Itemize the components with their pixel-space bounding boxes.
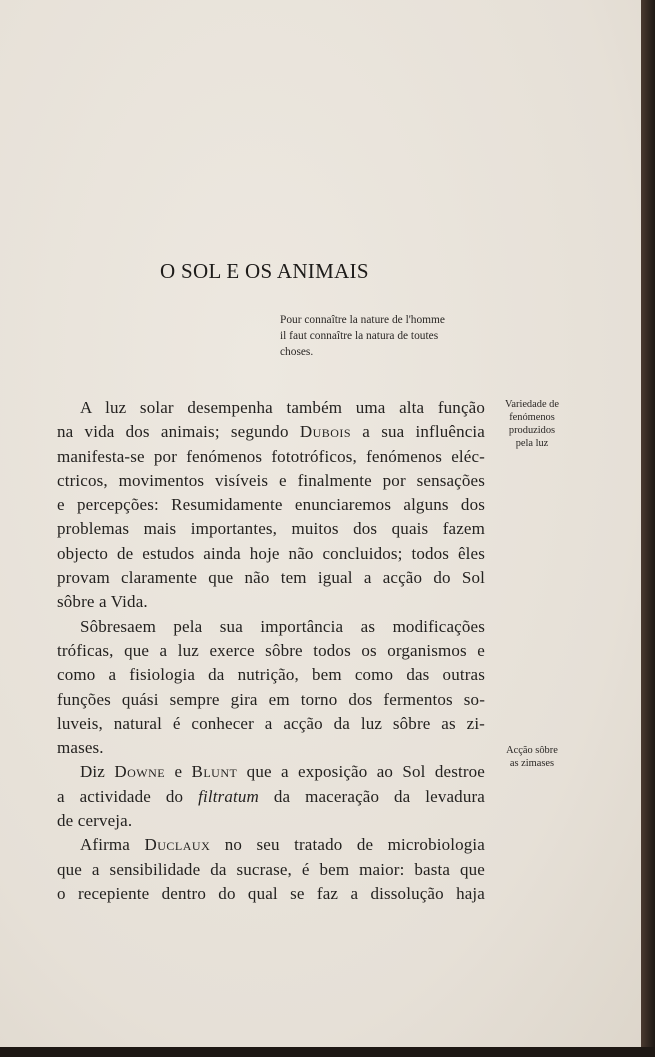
text-line: tróficas, que a luz exerce sôbre todos os organismos e <box>57 640 485 660</box>
text-line: Afirma Duclaux no seu tratado de microbiologia <box>80 835 485 855</box>
author-name: Blunt <box>191 762 238 782</box>
text-line: que a sensibilidade da sucrase, é bem maior: basta que <box>57 859 485 879</box>
epigraph-line: choses. <box>280 346 314 358</box>
text-line: provam claramente que não tem igual a acção do Sol <box>57 568 485 588</box>
body-text <box>57 396 485 906</box>
text-line: ctricos, movimentos visíveis e finalmente por sensações <box>57 470 485 490</box>
text-line: e percepções: Resumidamente enunciaremos alguns dos <box>57 495 485 515</box>
text-line: manifesta-se por fenómenos fototróficos, fenómenos eléc- <box>57 446 485 466</box>
chapter-title: O SOL E OS ANIMAIS <box>160 259 369 283</box>
page-bottom-edge <box>0 1047 655 1057</box>
text-line: Diz Downe e Blunt que a exposição ao Sol destroe <box>80 762 485 782</box>
text-line: Sôbresaem pela sua importância as modificações <box>80 616 485 636</box>
text-line: A luz solar desempenha também uma alta função <box>80 398 485 417</box>
epigraph <box>280 312 482 360</box>
author-name: Downe <box>114 762 166 782</box>
text-line: o recepiente dentro do qual se faz a dissolução haja <box>57 883 485 903</box>
text-line: mases. <box>57 738 104 758</box>
text-line: de cerveja. <box>57 811 133 831</box>
text-line: a actividade do filtratum da maceração da levadura <box>57 786 485 806</box>
margin-note-variedade: Variedade de fenómenos produzidos pela luz <box>505 399 559 449</box>
text-line: luveis, natural é conhecer a acção da luz sôbre as zi- <box>57 713 485 733</box>
epigraph-line: Pour connaître la nature de l'homme <box>280 314 445 326</box>
author-name: Duclaux <box>144 835 211 855</box>
text-line: sôbre a Vida. <box>57 592 148 612</box>
author-name: Dubois <box>299 422 352 442</box>
margin-note-zimases: Acção sôbre as zimases <box>506 745 558 769</box>
italic-term: filtratum <box>198 786 259 806</box>
text-line: problemas mais importantes, muitos dos quais fazem <box>57 519 485 539</box>
epigraph-line: il faut connaître la natura de toutes <box>280 330 439 342</box>
text-line: na vida dos animais; segundo Dubois a sua influência <box>57 422 485 442</box>
text-line: funções quási sempre gira em torno dos fermentos so- <box>57 689 485 709</box>
text-line: como a fisiologia da nutrição, bem como das outras <box>57 665 485 685</box>
text-line: objecto de estudos ainda hoje não concluidos; todos êles <box>57 543 485 563</box>
book-spine-edge <box>641 0 655 1057</box>
